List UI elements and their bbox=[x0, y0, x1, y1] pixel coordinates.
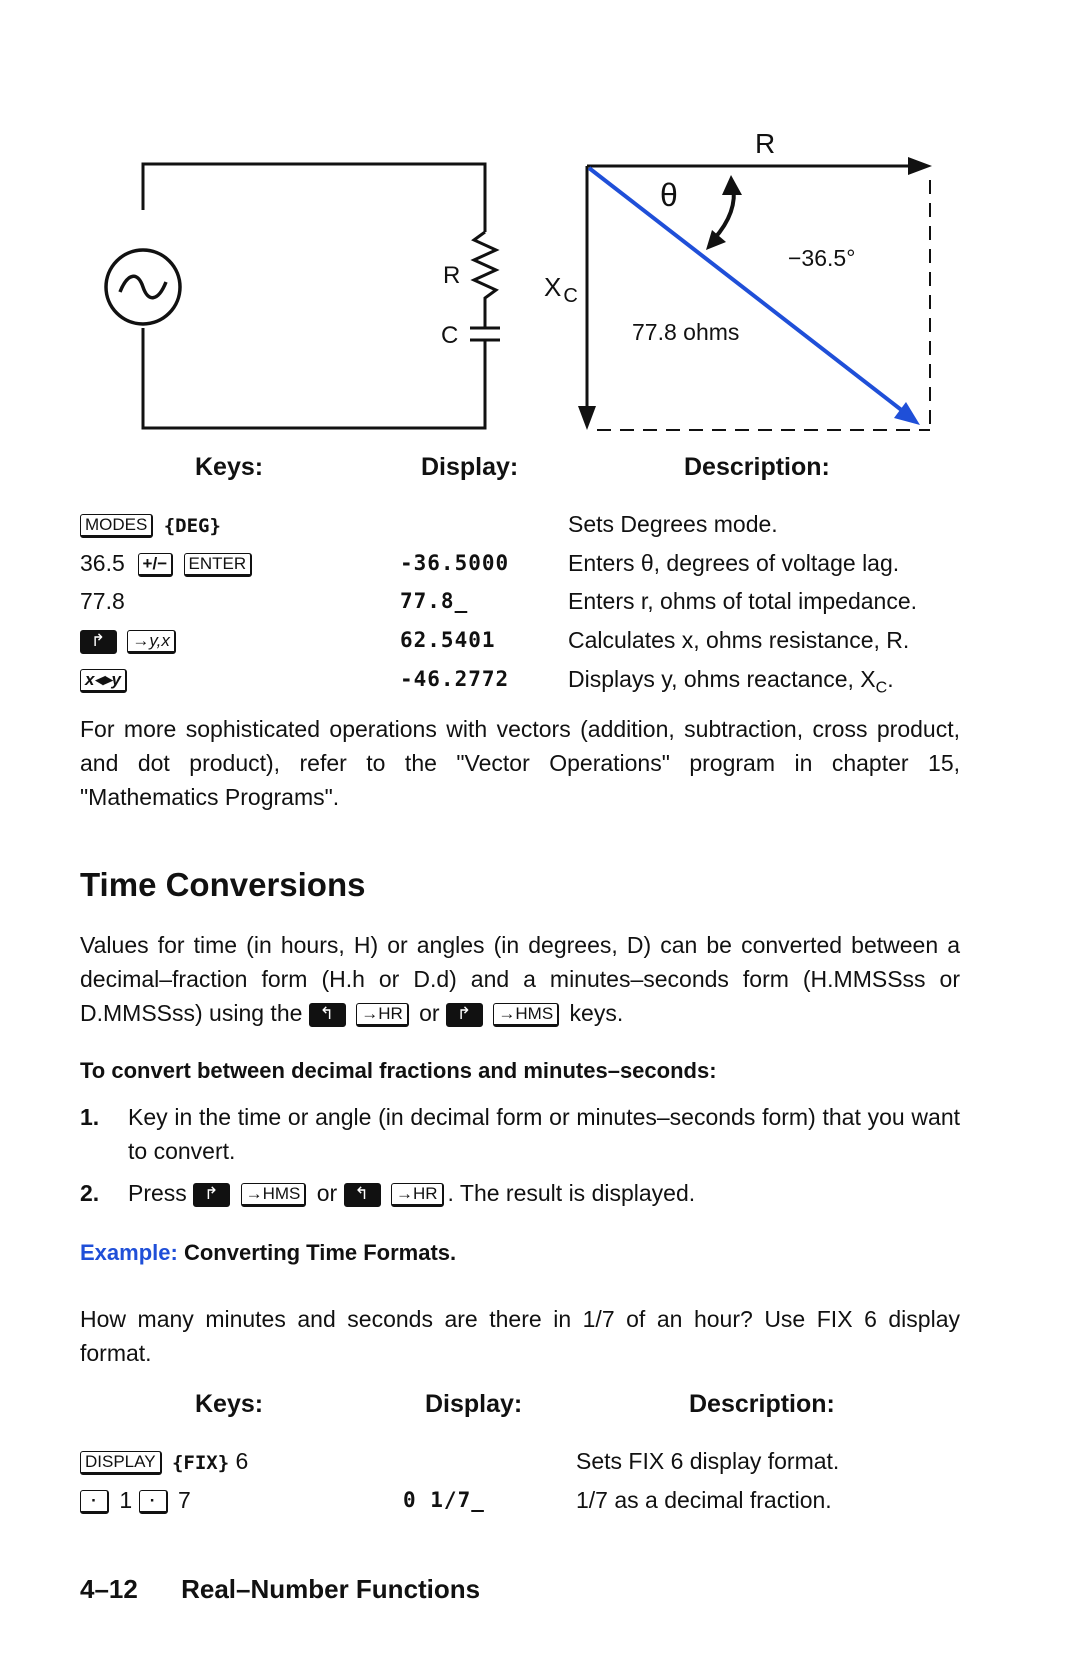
circuit-capacitor-label: C bbox=[441, 322, 459, 349]
deg-menu-key[interactable]: {DEG} bbox=[163, 515, 221, 537]
plus-minus-key[interactable]: +/− bbox=[138, 553, 174, 577]
left-shift-key[interactable]: ↰ bbox=[344, 1183, 381, 1207]
to-hr-key[interactable]: →HR bbox=[356, 1003, 409, 1027]
to-hr-key[interactable]: →HR bbox=[391, 1183, 444, 1207]
display-readout: 77.8_ bbox=[400, 589, 469, 613]
procedure-heading: To convert between decimal fractions and minutes–seconds: bbox=[80, 1058, 717, 1083]
table-row bbox=[80, 622, 960, 658]
row-description: Calculates x, ohms resistance, R. bbox=[568, 627, 910, 653]
page-footer bbox=[80, 1574, 480, 1605]
page-number: 4–12 bbox=[80, 1574, 138, 1604]
vector-r-label: R bbox=[755, 128, 776, 159]
table2-header-description: Description: bbox=[689, 1390, 835, 1418]
swap-xy-key[interactable]: x◂▸y bbox=[80, 669, 127, 693]
list-item bbox=[80, 1176, 960, 1212]
right-shift-key[interactable]: ↱ bbox=[193, 1183, 230, 1207]
display-readout: 0 1/7_ bbox=[403, 1488, 485, 1512]
row-description: Sets Degrees mode. bbox=[568, 511, 778, 537]
table-row bbox=[80, 583, 960, 619]
decimal-point-key[interactable]: · bbox=[139, 1490, 168, 1514]
table-row: · 1 · 7 0 1/7_ 1/7 as a decimal fraction. bbox=[80, 1482, 960, 1518]
decimal-point-key[interactable]: · bbox=[80, 1490, 109, 1514]
table-row bbox=[80, 506, 960, 542]
resistor-symbol bbox=[474, 232, 496, 328]
example-heading bbox=[80, 1240, 456, 1266]
circuit-wire-bottom bbox=[143, 328, 485, 428]
table1-header-keys: Keys: bbox=[195, 453, 264, 481]
step-number: 2. bbox=[80, 1180, 100, 1206]
left-shift-key[interactable]: ↰ bbox=[309, 1003, 346, 1027]
chapter-title: Real–Number Functions bbox=[181, 1574, 481, 1604]
circuit-resistor-label: R bbox=[443, 262, 461, 289]
key-input-value: 36.5 bbox=[80, 550, 125, 576]
r-axis-arrowhead bbox=[908, 157, 932, 175]
step-number: 1. bbox=[80, 1104, 100, 1130]
paragraph-vectors-reference: For more sophisticated operations with vectors (addition, subtraction, cross product, and dot product), refer to the "Vector Operations" program in chapter 15, "Mathematics Programs". bbox=[80, 716, 960, 810]
circuit-wire-top bbox=[143, 164, 485, 232]
fix-menu-key[interactable]: {FIX} bbox=[171, 1452, 230, 1474]
row-description: 1/7 as a decimal fraction. bbox=[576, 1487, 832, 1513]
table-row bbox=[80, 545, 960, 581]
angle-arc-arrow-top bbox=[722, 175, 742, 195]
example-title: Converting Time Formats. bbox=[183, 1240, 457, 1265]
row-description: Displays y, ohms reactance, $X_C$. bbox=[568, 666, 894, 697]
impedance-vector bbox=[589, 168, 904, 412]
display-key[interactable]: DISPLAY bbox=[80, 1451, 162, 1475]
table-row bbox=[80, 661, 960, 697]
impedance-diagram bbox=[0, 0, 1080, 450]
paragraph-time-intro: Values for time (in hours, H) or angles (in degrees, D) can be converted between a decimal–fraction form (H.h or D.d) and a minutes–seconds form (H.MMSSss or D.MMSSss) using the ↰ →HR or ↱ →HMS keys. bbox=[80, 932, 960, 1026]
table1-header-display: Display: bbox=[421, 453, 519, 481]
step-text: Press ↱ →HMS or ↰ →HR . The result is displayed. bbox=[128, 1180, 696, 1206]
modes-key[interactable]: MODES bbox=[80, 514, 153, 538]
table1-header-description: Description: bbox=[684, 453, 830, 481]
step-text: Key in the time or angle (in decimal form or minutes–seconds form) that you want to convert. bbox=[128, 1104, 960, 1164]
section-title: Time Conversions bbox=[80, 866, 366, 903]
to-yx-key[interactable]: →y,x bbox=[127, 630, 175, 654]
display-readout: 62.5401 bbox=[400, 628, 496, 652]
xc-axis-label: X $_C$ bbox=[544, 272, 578, 307]
table-row: DISPLAY {FIX} 6 Sets FIX 6 display format. bbox=[80, 1443, 960, 1479]
to-hms-key[interactable]: →HMS bbox=[493, 1003, 559, 1027]
row-description: Enters r, ohms of total impedance. bbox=[568, 588, 918, 614]
magnitude-label: 77.8 ohms bbox=[632, 319, 740, 345]
example-tag: Example: bbox=[80, 1240, 178, 1265]
enter-key[interactable]: ENTER bbox=[184, 553, 253, 577]
circuit-diagram bbox=[106, 164, 500, 428]
angle-label: −36.5° bbox=[788, 245, 856, 271]
row-description: Sets FIX 6 display format. bbox=[576, 1448, 840, 1474]
sine-wave-icon bbox=[120, 276, 166, 297]
display-readout: -46.2772 bbox=[400, 667, 510, 691]
row-description: Enters θ, degrees of voltage lag. bbox=[568, 550, 900, 576]
xc-axis-arrowhead bbox=[578, 406, 596, 430]
example-question: How many minutes and seconds are there in 1/7 of an hour? Use FIX 6 display format. bbox=[80, 1306, 960, 1366]
display-readout: -36.5000 bbox=[400, 551, 510, 575]
table2-header-keys: Keys: bbox=[195, 1390, 264, 1418]
key-input-value: 77.8 bbox=[80, 588, 125, 614]
table2-header-display: Display: bbox=[425, 1390, 523, 1418]
theta-symbol: θ bbox=[660, 177, 678, 213]
right-shift-key[interactable]: ↱ bbox=[80, 630, 117, 654]
vector-diagram bbox=[544, 128, 932, 430]
to-hms-key[interactable]: →HMS bbox=[241, 1183, 307, 1207]
list-item bbox=[80, 1100, 960, 1170]
right-shift-key[interactable]: ↱ bbox=[446, 1003, 483, 1027]
angle-arc-arrow-bottom bbox=[706, 230, 726, 250]
